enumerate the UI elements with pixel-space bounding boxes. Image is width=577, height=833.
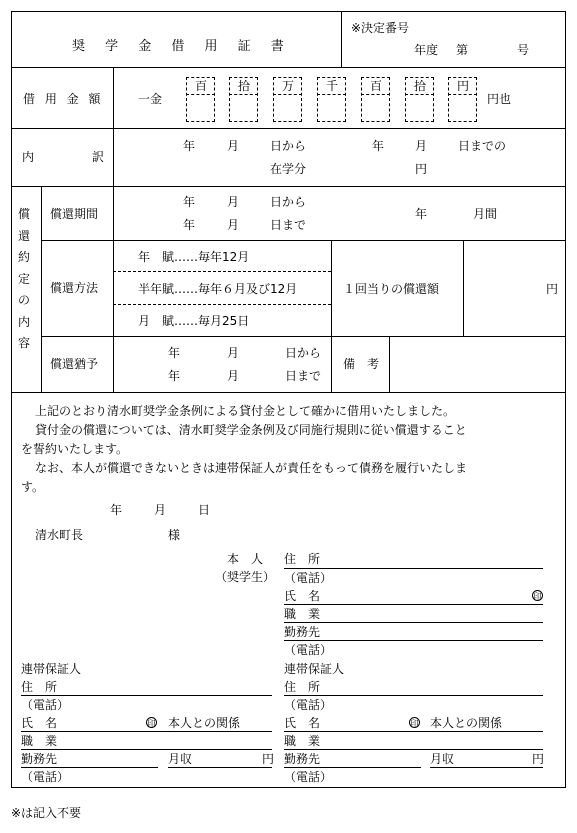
applicant-role-sub: （奨学生）: [215, 570, 276, 584]
applicant-name-line: [284, 604, 543, 605]
frame-right: [565, 67, 566, 788]
amount-unit-label: 万: [282, 79, 295, 93]
per-time-label: １回当りの償還額: [343, 282, 440, 296]
amount-digit-divider: [229, 94, 258, 95]
per-time-yen: 円: [546, 282, 559, 296]
applicant-address-line: [284, 568, 543, 569]
seal-icon: 印: [410, 719, 419, 728]
method-label: 償還方法: [50, 281, 99, 295]
loan-amount-prefix: 一金: [138, 92, 163, 106]
amount-unit-label: 拾: [414, 79, 427, 93]
seal-icon: 印: [147, 719, 156, 728]
guarantor-left-relation-label: 本人との関係: [168, 716, 241, 730]
period-to-year: 年: [183, 218, 196, 232]
footnote: ※は記入不要: [11, 806, 82, 820]
pledge-paragraph-1: 上記のとおり清水町奨学金条例による貸付金として確かに借用いたしました。: [35, 404, 456, 418]
amount-unit-label: 円: [457, 79, 470, 93]
decision-number-box: [341, 11, 566, 68]
amount-unit-label: 千: [326, 79, 339, 93]
breakdown-month-to: 月: [415, 139, 428, 153]
period-label: 償還期間: [50, 207, 99, 221]
loan-amount-label: 借 用 金 額: [23, 92, 104, 106]
breakdown-label-1: 内: [22, 150, 35, 164]
pledge-paragraph-3b: す。: [21, 480, 45, 494]
method-option-monthly: 月 賦……毎月25日: [138, 314, 250, 328]
period-months: 月間: [473, 207, 498, 221]
breakdown-label-2: 訳: [92, 150, 105, 164]
applicant-workplace-phone-label: （電話）: [284, 643, 333, 657]
applicant-occupation-line: [284, 622, 543, 623]
rule-repayment-bottom: [11, 392, 566, 393]
guarantor-right-income-label: 月収: [430, 752, 455, 766]
deferral-from-day: 日から: [285, 346, 322, 360]
breakdown-day-to: 日までの: [458, 139, 507, 153]
rule-period-bottom: [41, 240, 566, 241]
period-from-month: 月: [227, 195, 240, 209]
guarantor-left-workplace-line: [21, 767, 158, 768]
guarantor-right-occupation-label: 職 業: [284, 734, 321, 748]
col-side-divider: [41, 186, 42, 392]
frame-bottom: [11, 787, 566, 788]
guarantor-right-address-line: [284, 695, 543, 696]
breakdown-year-from: 年: [183, 139, 196, 153]
guarantor-left-address-label: 住 所: [21, 680, 58, 694]
amount-digit-divider: [273, 94, 302, 95]
col-notes-divider: [389, 336, 390, 392]
period-to-month: 月: [227, 218, 240, 232]
rule-amount-bottom: [11, 128, 566, 129]
repayment-side-label: [18, 204, 34, 355]
col-label-divider: [113, 67, 114, 392]
decision-number-label: ※決定番号: [351, 21, 410, 35]
amount-digit-divider: [317, 94, 346, 95]
guarantor-left-income-line: [168, 767, 272, 768]
decision-dai-label: 第: [456, 43, 469, 57]
deferral-to-year: 年: [168, 369, 181, 383]
period-from-year: 年: [183, 195, 196, 209]
guarantor-right-phone-label: （電話）: [284, 698, 333, 712]
guarantor-left-phone-label: （電話）: [21, 698, 70, 712]
guarantor-right-workplace-phone-label: （電話）: [284, 770, 333, 784]
pledge-date-year: 年: [110, 503, 123, 517]
applicant-name-label: 氏 名: [284, 589, 321, 603]
deferral-label: 償還猶予: [50, 357, 99, 371]
breakdown-enrolled: 在学分: [270, 162, 307, 176]
decision-go-label: 号: [517, 43, 530, 57]
document-title: 奨 学 金 借 用 証 書: [72, 39, 292, 54]
rule-breakdown-bottom: [11, 186, 566, 187]
guarantor-left-address-line: [21, 695, 272, 696]
guarantor-right-title: 連帯保証人: [284, 662, 345, 676]
frame-top-left: [11, 11, 341, 12]
addressee: 清水町長: [35, 528, 84, 542]
seal-icon: 印: [533, 592, 542, 601]
method-option-semiannual: 半年賦……毎年６月及び12月: [138, 282, 298, 296]
decision-year-label: 年度: [414, 43, 439, 57]
applicant-workplace-line: [284, 640, 543, 641]
col-method-divider: [331, 240, 332, 392]
applicant-role: 本 人: [227, 552, 264, 566]
col-per-time-divider: [463, 240, 464, 336]
guarantor-right-occupation-line: [284, 749, 543, 750]
guarantor-right-income-line: [430, 767, 543, 768]
guarantor-left-workplace-label: 勤務先: [21, 752, 58, 766]
repayment-side-label-text: 償還約定の内容: [18, 207, 31, 350]
breakdown-month-from: 月: [227, 139, 240, 153]
guarantor-left-occupation-line: [21, 749, 272, 750]
pledge-date-month: 月: [154, 503, 167, 517]
guarantor-left-workplace-phone-label: （電話）: [21, 770, 70, 784]
guarantor-right-workplace-line: [284, 767, 421, 768]
guarantor-left-name-line: [21, 731, 272, 732]
guarantor-left-title: 連帯保証人: [21, 662, 82, 676]
pledge-date-day: 日: [198, 503, 211, 517]
guarantor-right-workplace-label: 勤務先: [284, 752, 321, 766]
method-option-annual: 年 賦……毎年12月: [138, 250, 250, 264]
addressee-sama: 様: [168, 528, 181, 542]
amount-digit-divider: [361, 94, 390, 95]
amount-digit-divider: [186, 94, 215, 95]
deferral-from-month: 月: [227, 346, 240, 360]
guarantor-right-address-label: 住 所: [284, 680, 321, 694]
applicant-workplace-label: 勤務先: [284, 625, 321, 639]
deferral-to-day: 日まで: [285, 369, 322, 383]
breakdown-year-to: 年: [372, 139, 385, 153]
guarantor-left-occupation-label: 職 業: [21, 734, 58, 748]
rule-method-bottom: [41, 336, 566, 337]
method-dash-2: [113, 304, 331, 305]
deferral-to-month: 月: [227, 369, 240, 383]
guarantor-left-income-label: 月収: [168, 752, 193, 766]
amount-unit-label: 拾: [238, 79, 251, 93]
guarantor-left-name-label: 氏 名: [21, 716, 58, 730]
pledge-paragraph-2b: を誓約いたします。: [21, 442, 129, 456]
pledge-paragraph-2a: 貸付金の償還については、清水町奨学金条例及び同施行規則に従い償還すること: [35, 423, 467, 437]
applicant-occupation-label: 職 業: [284, 607, 321, 621]
guarantor-right-name-label: 氏 名: [284, 716, 321, 730]
amount-unit-label: 百: [195, 79, 208, 93]
guarantor-left-income-yen: 円: [262, 752, 275, 766]
period-to-day: 日まで: [270, 218, 307, 232]
amount-unit-label: 百: [370, 79, 383, 93]
rule-amount-top: [11, 67, 566, 68]
guarantor-right-name-line: [284, 731, 543, 732]
pledge-paragraph-3a: なお、本人が償還できないときは連帯保証人が責任をもって債務を履行いたしま: [35, 461, 468, 475]
guarantor-right-relation-label: 本人との関係: [430, 716, 503, 730]
period-years: 年: [415, 207, 428, 221]
breakdown-yen: 円: [415, 162, 428, 176]
amount-digit-divider: [448, 94, 477, 95]
amount-digit-divider: [405, 94, 434, 95]
deferral-from-year: 年: [168, 346, 181, 360]
applicant-phone-label: （電話）: [284, 571, 333, 585]
loan-amount-suffix: 円也: [487, 92, 512, 106]
notes-label: 備 考: [343, 357, 380, 371]
period-from-day: 日から: [270, 195, 307, 209]
breakdown-day-from: 日から: [270, 139, 307, 153]
method-dash-1: [113, 271, 331, 272]
guarantor-right-income-yen: 円: [532, 752, 545, 766]
applicant-address-label: 住 所: [284, 552, 321, 566]
